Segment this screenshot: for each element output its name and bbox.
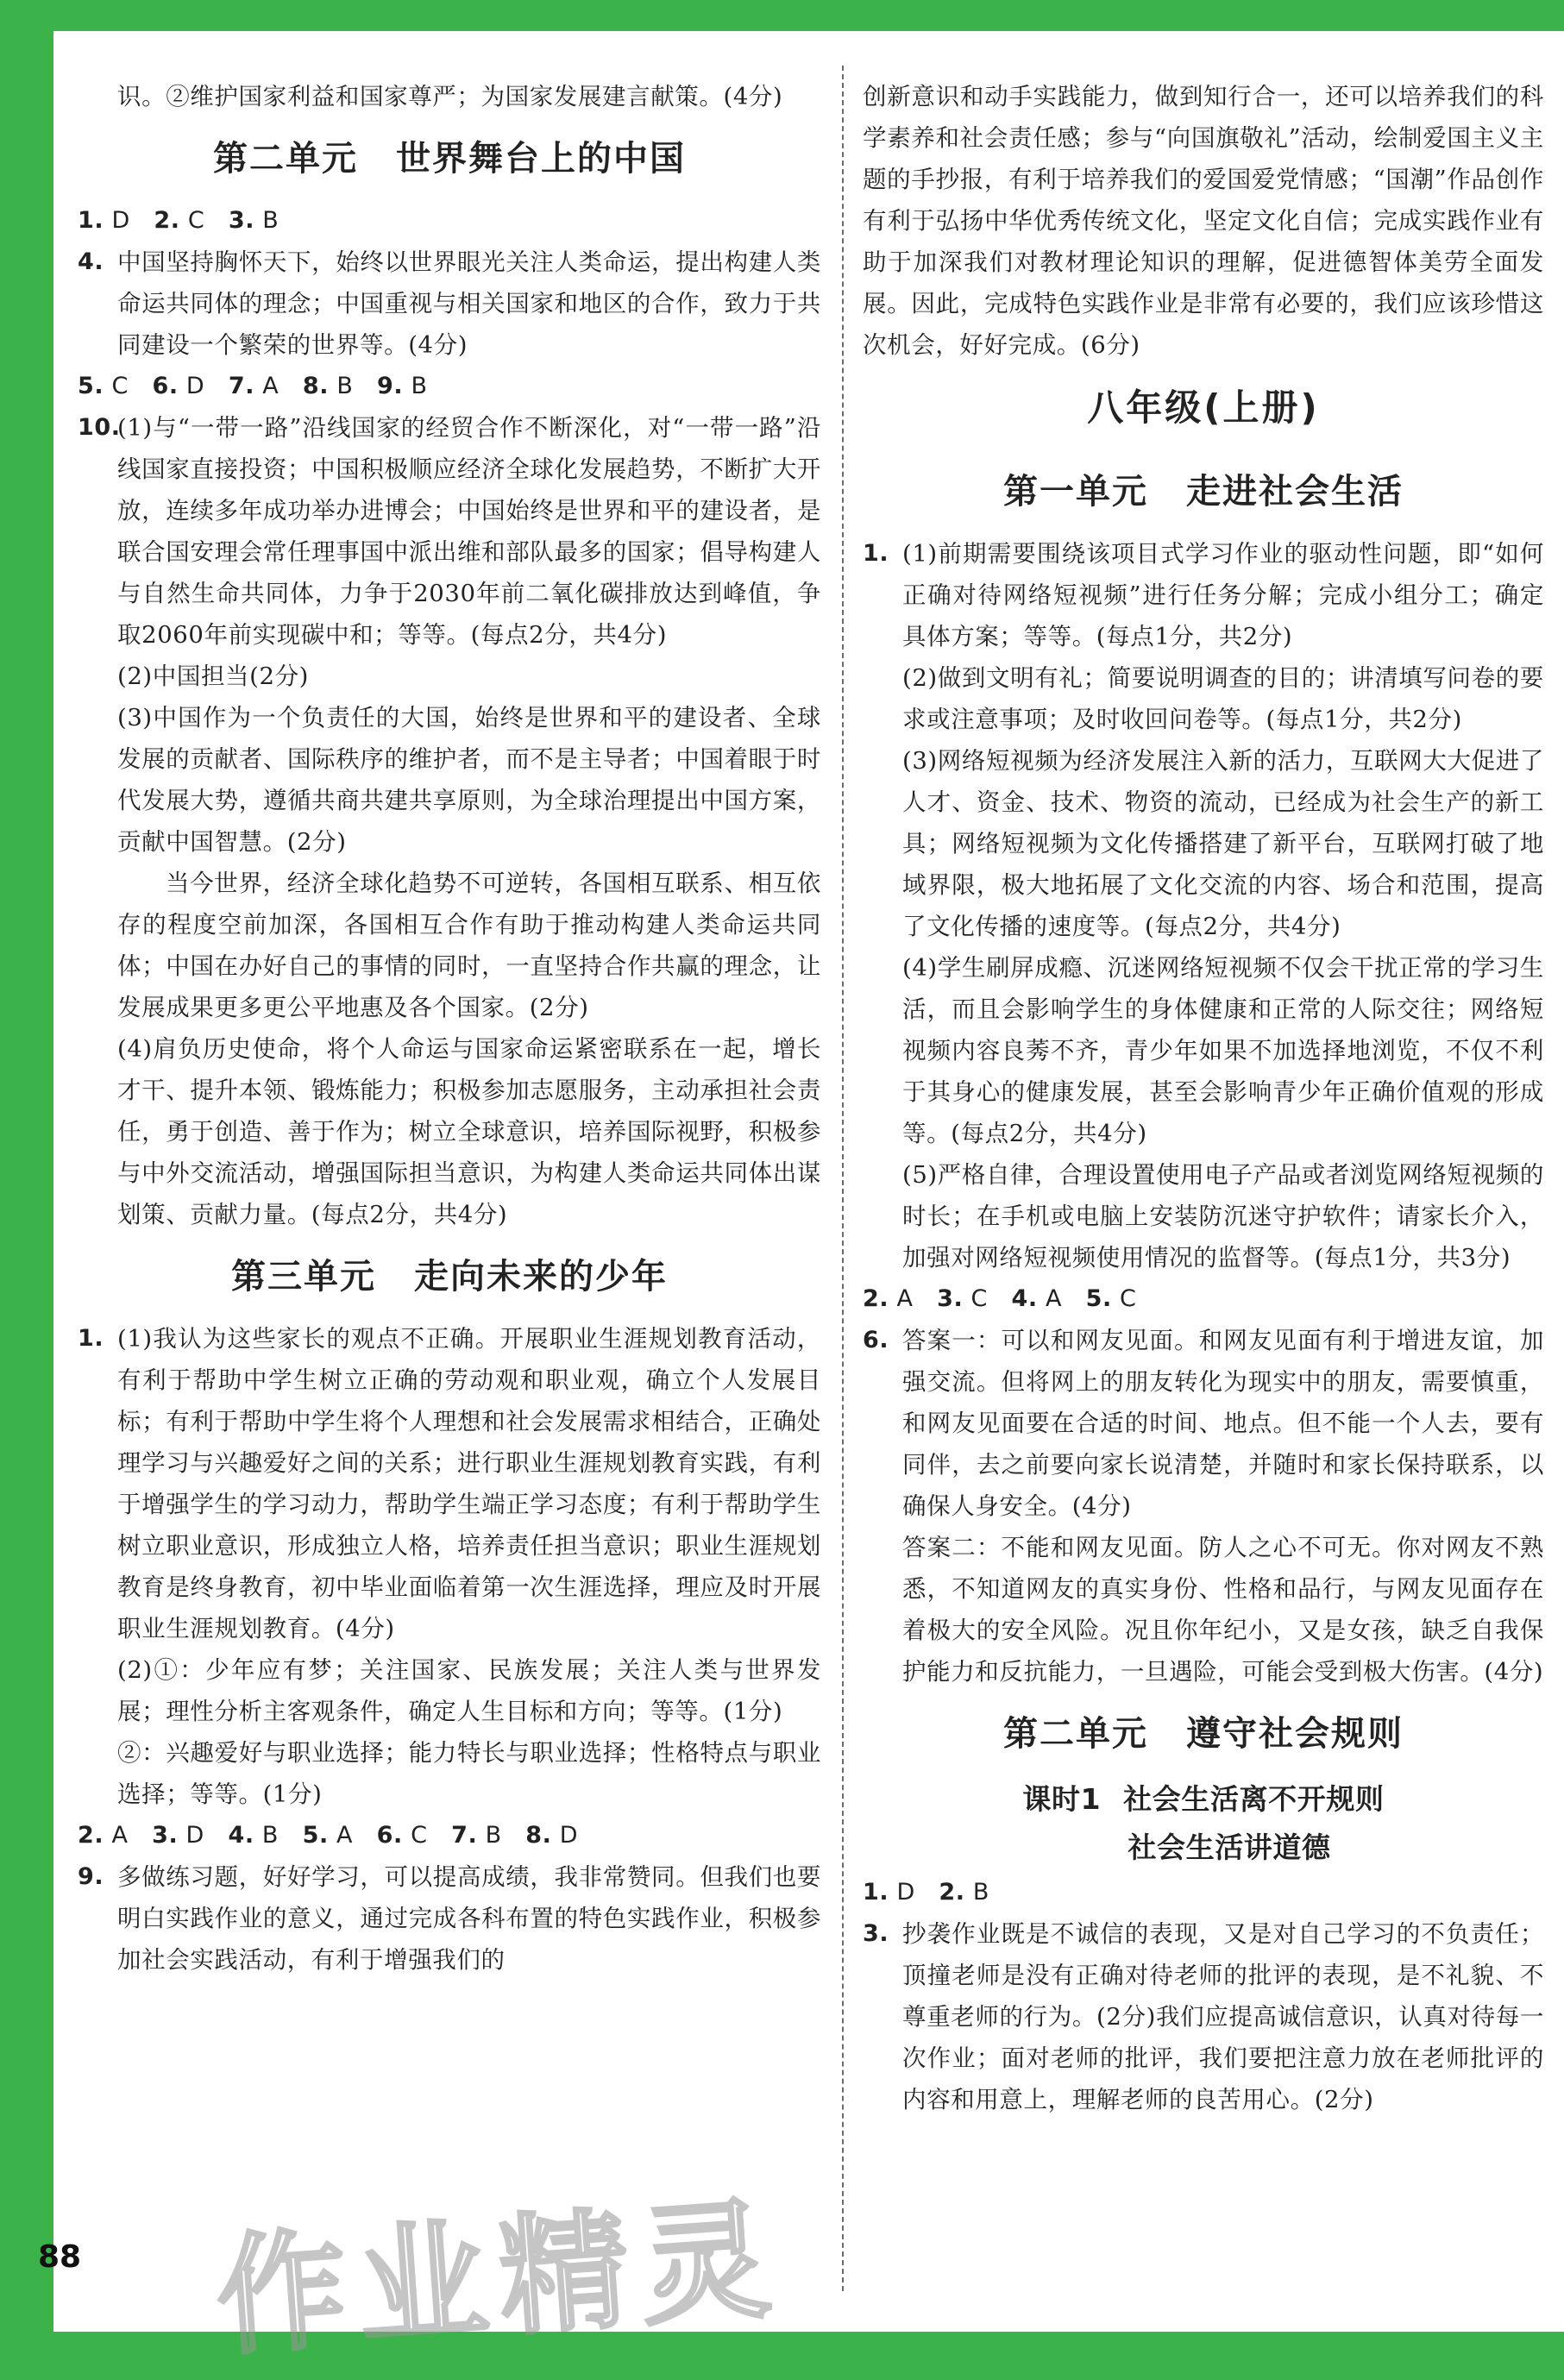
answer-item-6 (863, 1320, 1544, 1692)
unit2-heading-number: 第二单元 (213, 139, 358, 179)
item-number: 3. (863, 1920, 889, 1947)
mc-answers-1-3: 1. D 2. C 3. B (78, 207, 280, 234)
item-number: 9. (78, 1863, 104, 1890)
lesson-title-1: 社会生活离不开规则 (1123, 1782, 1385, 1816)
answer-part-1: (1)前期需要围绕该项目式学习作业的驱动性问题，即“如何正确对待网络短视频”进行任务分解；完成小组分工；确定具体方案；等等。(每点1分，共2分) (902, 540, 1544, 650)
answer-text: 中国坚持胸怀天下，始终以世界眼光关注人类命运，提出构建人类命运共同体的理念；中国重视与相关国家和地区的合作，致力于共同建设一个繁荣的世界等。(4分) (117, 248, 821, 359)
item-number: 1. (863, 540, 889, 567)
unit2-heading (78, 117, 821, 200)
answer-item-9 (78, 1856, 821, 1981)
unit3-heading (78, 1235, 821, 1318)
answer-part-3b: 当今世界，经济全球化趋势不可逆转，各国相互联系、相互依存的程度空前加深，各国相互合作有助于推动构建人类命运共同体；中国在办好自己的事情的同时，一直坚持合作共赢的理念，让发展成果更多更公平地惠及各个国家。(2分) (117, 870, 821, 1021)
answer-item-1 (78, 1318, 821, 1815)
right-column (863, 76, 1544, 2120)
item-number: 10. (78, 414, 121, 441)
mc-answers-2-5: 2. A 3. C 4. A 5. C (863, 1285, 1137, 1312)
answer-part-2: (2)①：少年应有梦；关注国家、民族发展；关注人类与世界发展；理性分析主客观条件，确定人生目标和方向；等等。(1分) (117, 1656, 821, 1725)
answer-part-1: (1)与“一带一路”沿线国家的经贸合作不断深化，对“一带一路”沿线国家直接投资；中国积极顺应经济全球化发展趋势，不断扩大开放，连续多年成功举办进博会；中国始终是世界和平的建设者，是联合国安理会常任理事国中派出维和部队最多的国家；倡导构建人与自然生命共同体，力争于2030年前二氧化碳排放达到峰值，争取2060年前实现碳中和；等等。(每点2分，共4分) (117, 414, 821, 649)
answer-part-2b: ②：兴趣爱好与职业选择；能力特长与职业选择；性格特点与职业选择；等等。(1分) (117, 1739, 821, 1808)
answer-part-2: (2)做到文明有礼；简要说明调查的目的；讲清填写问卷的要求或注意事项；及时收回问卷等。(每点1分，共2分) (902, 664, 1544, 733)
item-number: 1. (78, 1325, 104, 1352)
answer-part-4: (4)学生刷屏成瘾、沉迷网络短视频不仅会干扰正常的学习生活，而且会影响学生的身体健康和正常的人际交往；网络短视频内容良莠不齐，青少年如果不加选择地浏览，不仅不利于其身心的健康发展，甚至会影响青少年正确价值观的形成等。(每点2分，共4分) (902, 954, 1544, 1147)
lesson-heading (863, 1775, 1544, 1824)
lesson-subheading (863, 1824, 1544, 1872)
answer-part-2: (2)中国担当(2分) (117, 663, 310, 690)
lesson-title-2: 社会生活讲道德 (1127, 1831, 1331, 1864)
answer-text: 抄袭作业既是不诚信的表现，又是对自己学习的不负责任；顶撞老师是没有正确对待老师的批评的表现，是不礼貌、不尊重老师的行为。(2分)我们应提高诚信意识，认真对待每一次作业；面对老师的批评，我们要把注意力放在老师批评的内容和用意上，理解老师的良苦用心。(2分) (902, 1920, 1544, 2113)
answer-option-2: 答案二：不能和网友见面。防人之心不可无。你对网友不熟悉，不知道网友的真实身份、性格和品行，与网友见面存在着极大的安全风险。况且你年纪小，又是女孩，缺乏自我保护能力和反抗能力，一旦遇险，可能会受到极大伤害。(4分) (902, 1534, 1544, 1686)
grade8-unit1-heading-number: 第一单元 (1003, 472, 1148, 512)
answer-page (53, 31, 1564, 2332)
grade8-unit2-heading-title: 遵守社会规则 (1186, 1714, 1404, 1754)
mc-answers-5-9: 5. C 6. D 7. A 8. B 9. B (78, 373, 428, 399)
answer-text: 多做练习题，好好学习，可以提高成绩，我非常赞同。但我们也要明白实践作业的意义，通过完成各科布置的特色实践作业，积极参加社会实践活动，有利于增强我们的 (117, 1863, 821, 1974)
answer-part-3: (3)网络短视频为经济发展注入新的活力，互联网大大促进了人才、资金、技术、物资的流动，已经成为社会生产的新工具；网络短视频为文化传播搭建了新平台，互联网打破了地域界限，极大地拓展了文化交流的内容、场合和范围，提高了文化传播的速度等。(每点2分，共4分) (902, 747, 1544, 940)
answer-item-4 (78, 242, 821, 366)
answer-item-1 (863, 533, 1544, 1278)
unit3-heading-number: 第三单元 (231, 1257, 376, 1297)
unit2-heading-title: 世界舞台上的中国 (396, 139, 686, 179)
mc-answers-1-2: 1. D 2. B (863, 1879, 989, 1906)
left-column (78, 76, 821, 1981)
answer-part-3: (3)中国作为一个负责任的大国，始终是世界和平的建设者、全球发展的贡献者、国际秩序的维护者，而不是主导者；中国着眼于时代发展大势，遵循共商共建共享原则，为全球治理提出中国方案，贡献中国智慧。(2分) (117, 704, 821, 856)
continued-answer-9: 创新意识和动手实践能力，做到知行合一，还可以培养我们的科学素养和社会责任感；参与“向国旗敬礼”活动，绘制爱国主义主题的手抄报，有利于培养我们的爱国爱党情感；“国潮”作品创作有利于弘扬中华优秀传统文化，坚定文化自信；完成实践作业有助于加深我们对教材理论知识的理解，促进德智体美劳全面发展。因此，完成特色实践作业是非常有必要的，我们应该珍惜这次机会，好好完成。(6分) (863, 83, 1544, 359)
lesson-number: 课时1 (1022, 1782, 1102, 1816)
answer-part-5: (5)严格自律，合理设置使用电子产品或者浏览网络短视频的时长；在手机或电脑上安装防沉迷守护软件；请家长介入，加强对网络短视频使用情况的监督等。(每点1分，共3分) (902, 1161, 1544, 1272)
page-number: 88 (38, 2239, 82, 2275)
column-divider (842, 66, 844, 2291)
grade8-unit2-heading-number: 第二单元 (1003, 1714, 1148, 1754)
answer-item-10 (78, 407, 821, 1235)
grade8-unit1-heading (863, 450, 1544, 533)
answer-item-3 (863, 1913, 1544, 2120)
grade8-unit2-heading (863, 1692, 1544, 1775)
answer-option-1: 答案一：可以和网友见面。和网友见面有利于增进友谊，加强交流。但将网上的朋友转化为现实中的朋友，需要慎重，和网友见面要在合适的时间、地点。但不能一个人去，要有同伴，去之前要向家长说清楚，并随时和家长保持联系，以确保人身安全。(4分) (902, 1327, 1544, 1520)
unit3-heading-title: 走向未来的少年 (414, 1257, 668, 1297)
grade-heading: 八年级(上册) (1087, 386, 1320, 429)
grade8-unit1-heading-title: 走进社会生活 (1186, 472, 1404, 512)
mc-answers-2-8: 2. A 3. D 4. B 5. A 6. C 7. B 8. D (78, 1822, 579, 1849)
watermark-logo: 作业精灵 (211, 2184, 788, 2374)
answer-part-4: (4)肩负历史使命，将个人命运与国家命运紧密联系在一起，增长才干、提升本领、锻炼能力；积极参加志愿服务，主动承担社会责任，勇于创造、善于作为；树立全球意识，培养国际视野，积极参与中外交流活动，增强国际担当意识，为构建人类命运共同体出谋划策、贡献力量。(每点2分，共4分) (117, 1035, 821, 1228)
item-number: 4. (78, 248, 104, 275)
item-number: 6. (863, 1327, 889, 1353)
intro-text: 识。②维护国家利益和国家尊严；为国家发展建言献策。(4分) (117, 83, 783, 110)
answer-part-1: (1)我认为这些家长的观点不正确。开展职业生涯规划教育活动，有利于帮助中学生树立正确的劳动观和职业观，确立个人发展目标；有利于帮助中学生将个人理想和社会发展需求相结合，正确处理学习与兴趣爱好之间的关系；进行职业生涯规划教育实践，有利于增强学生的学习动力，帮助学生端正学习态度；有利于帮助学生树立职业意识，形成独立人格，培养责任担当意识；职业生涯规划教育是终身教育，初中毕业面临着第一次生涯选择，理应及时开展职业生涯规划教育。(4分) (117, 1325, 821, 1642)
